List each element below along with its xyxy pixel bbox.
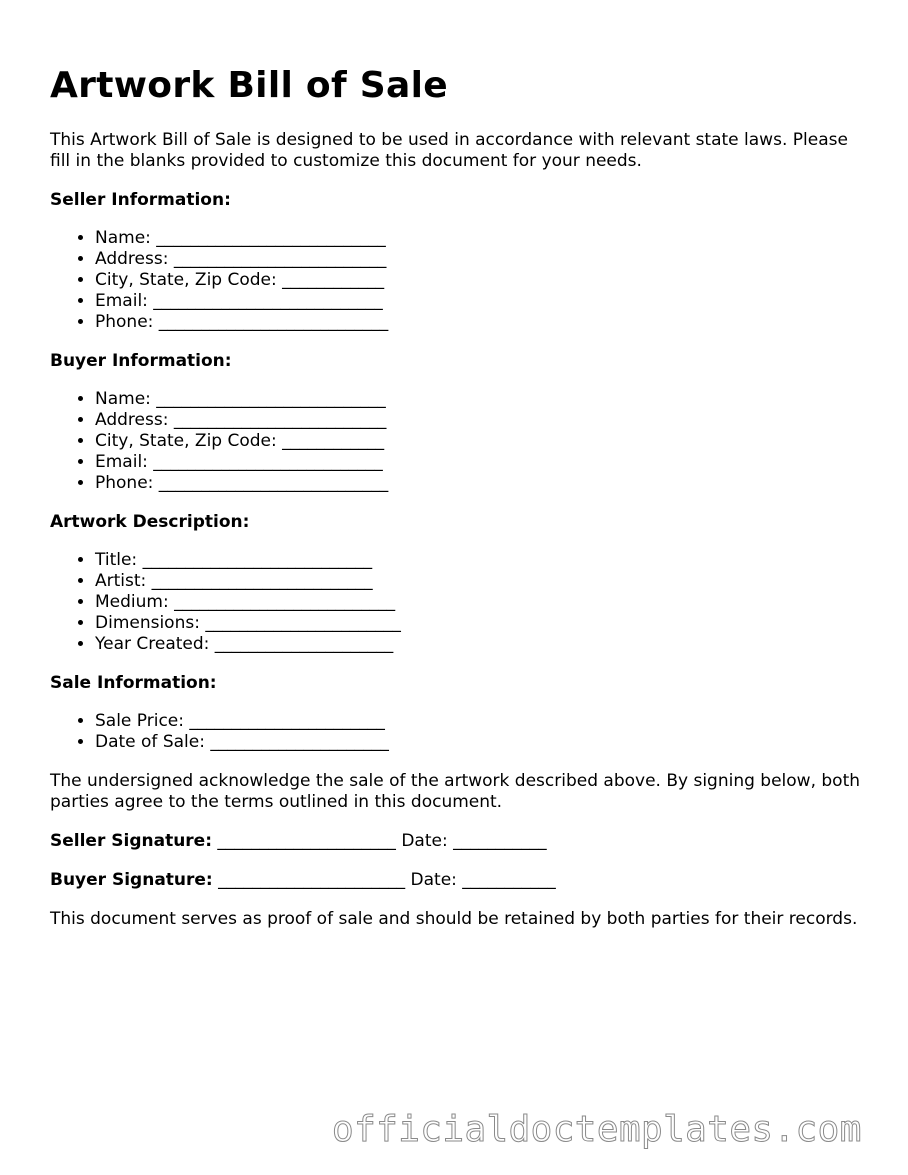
seller-signature-line [50,831,870,852]
buyer-information-heading: Buyer Information: [50,351,232,371]
buyer-phone-field: • Phone: ___________________________ [95,473,870,494]
buyer-information-section [50,351,870,494]
artwork-description-section [50,512,870,655]
seller-name-field: • Name: ___________________________ [95,228,870,249]
seller-city-state-zip-field: • City, State, Zip Code: ____________ [95,270,870,291]
buyer-address-field: • Address: _________________________ [95,410,870,431]
artwork-description-list [50,550,870,655]
watermark: officialdoctemplates.com [332,1109,862,1150]
seller-email-field: • Email: ___________________________ [95,291,870,312]
artwork-artist-field: • Artist: __________________________ [95,571,870,592]
seller-signature-label: Seller Signature: [50,831,213,851]
seller-information-list [50,228,870,333]
seller-information-section [50,190,870,333]
artwork-title-field: • Title: ___________________________ [95,550,870,571]
sale-information-list [50,711,870,753]
document-body [50,130,870,930]
buyer-city-state-zip-field: • City, State, Zip Code: ____________ [95,431,870,452]
seller-signature-blank: _____________________ Date: ___________ [212,831,547,851]
buyer-name-field: • Name: ___________________________ [95,389,870,410]
seller-information-heading: Seller Information: [50,190,231,210]
seller-phone-field: • Phone: ___________________________ [95,312,870,333]
seller-address-field: • Address: _________________________ [95,249,870,270]
buyer-signature-label: Buyer Signature: [50,870,213,890]
artwork-dimensions-field: • Dimensions: _______________________ [95,613,870,634]
sale-information-heading: Sale Information: [50,673,217,693]
sale-information-section [50,673,870,753]
buyer-email-field: • Email: ___________________________ [95,452,870,473]
buyer-information-list [50,389,870,494]
closing-paragraph: This document serves as proof of sale and should be retained by both parties for their records. [50,909,858,929]
buyer-signature-line [50,870,870,891]
acknowledgment-paragraph: The undersigned acknowledge the sale of the artwork described above. By signing below, both parties agree to the terms outlined in this document. [50,771,861,812]
sale-price-field: • Sale Price: _______________________ [95,711,870,732]
document-title: Artwork Bill of Sale [50,65,448,106]
buyer-signature-blank: ______________________ Date: ___________ [212,870,556,890]
intro-paragraph: This Artwork Bill of Sale is designed to be used in accordance with relevant state laws. Please fill in the blanks provided to customize this document for your needs. [50,130,848,171]
artwork-medium-field: • Medium: __________________________ [95,592,870,613]
artwork-year-created-field: • Year Created: _____________________ [95,634,870,655]
artwork-description-heading: Artwork Description: [50,512,250,532]
sale-date-field: • Date of Sale: _____________________ [95,732,870,753]
